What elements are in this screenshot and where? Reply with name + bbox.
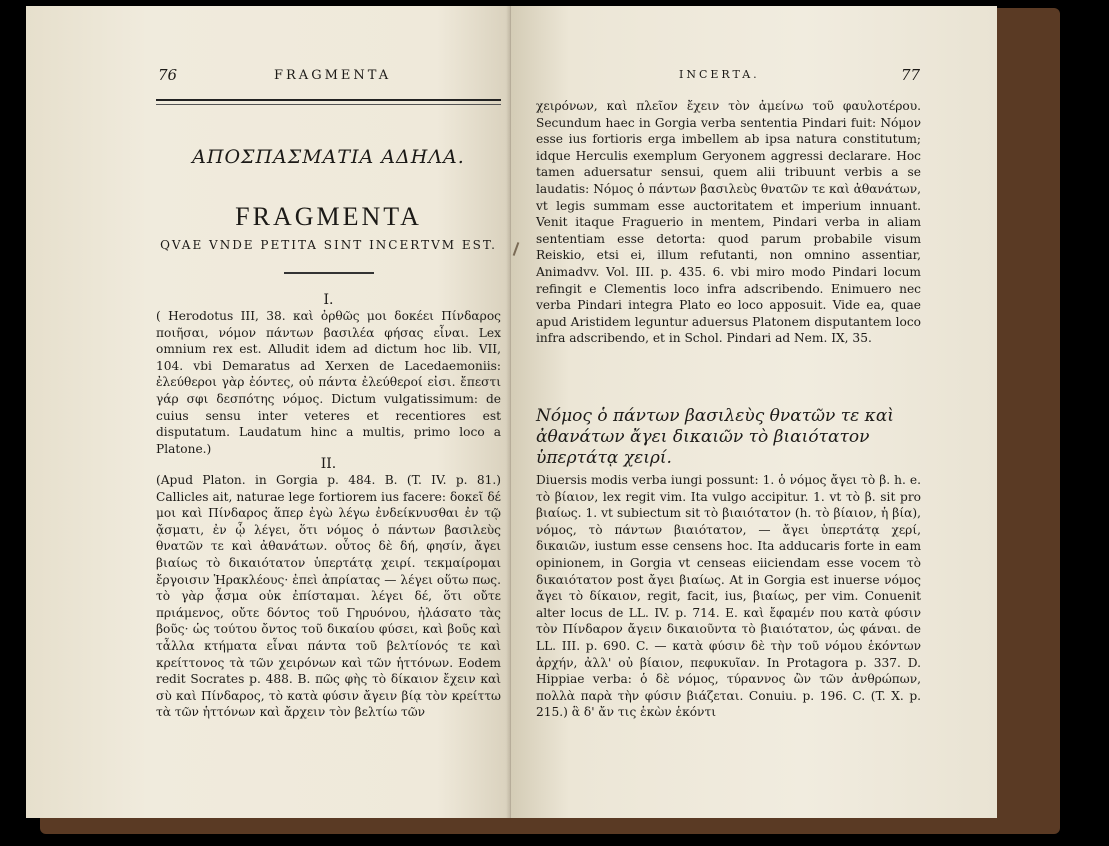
greek-title: ΑΠΟΣΠΑΣΜΑΤΙΑ ΑΔΗΛΑ. — [192, 146, 465, 168]
right-page — [511, 6, 997, 818]
left-page — [26, 6, 511, 818]
right-page-number: 77 — [901, 66, 921, 84]
title-divider — [284, 272, 374, 274]
sub-title: QVAE VNDE PETITA SINT INCERTVM EST. — [160, 238, 497, 252]
section-number-2: II. — [320, 456, 337, 472]
left-page-number: 76 — [158, 66, 178, 84]
main-title: FRAGMENTA — [235, 202, 422, 231]
section-text-2: (Apud Platon. in Gorgia p. 484. B. (T. IV. p. 81.) Callicles ait, naturae lege fortiorem ius facere: δοκεῖ δέ μοι καὶ Πίνδαρος ἅπερ ἐγὼ λέγω ἐνδείκνυσθαι ἐν τῷ ᾄσματι, ἐν ᾧ λέγει, ὅτι νόμος ὁ πάντων βασιλεὺς θνατῶν τε καὶ ἀθανάτων. οὗτος δὲ δή, φησίν, ἄγει βιαίως τὸ δικαιότατον ὑπερτάτᾳ χειρί. τεκμαίρομαι ἔργοισιν Ἡρακλέους· ἐπεὶ ἀπρίατας — λέγει οὕτω πως. τὸ γὰρ ᾆσμα οὐκ ἐπίσταμαι. λέγει δέ, ὅτι οὔτε πριάμενος, οὔτε δόντος τοῦ Γηρυόνου, ἠλάσατο τὰς βοῦς· ὡς τούτου ὄντος τοῦ δικαίου φύσει, καὶ βοῦς καὶ τἆλλα κτήματα εἶναι πάντα τοῦ βελτίονός τε καὶ κρείττονος τὰ τῶν χειρόνων καὶ τῶν ἡττόνων. Eodem redit Socrates p. 488. B. πῶς φὴς τὸ δίκαιον ἔχειν καὶ σὺ καὶ Πίνδαρος, τὸ κατὰ φύσιν ἄγειν βίᾳ τὸν κρείττω τὰ τῶν ἡττόνων καὶ ἄρχειν τὸν βελτίω τῶν — [156, 473, 501, 720]
header-rule — [156, 99, 501, 105]
pindar-quote: Νόμος ὁ πάντων βασιλεὺς θνατῶν τε καὶ ἀθανάτων ἄγει δικαιῶν τὸ βιαιότατον ὑπερτάτᾳ χειρί. — [536, 406, 894, 468]
margin-mark — [513, 242, 520, 256]
right-paragraph-1: χειρόνων, καὶ πλεῖον ἔχειν τὸν ἀμείνω τοῦ φαυλοτέρου. Secundum haec in Gorgia verba sententia Pindari fuit: Νόμον esse ius fortioris erga imbellem ab ipsa natura constitutum; idque Herculis exemplum Geryonem aggressi declarare. Hoc tamen aduersatur sensui, quem alii tribuunt verbis a se laudatis: Νόμος ὁ πάντων βασιλεὺς θνατῶν τε καὶ ἀθανάτων, vt legis summam esse auctoritatem et imperium innuant. Venit itaque Fraguerio in mentem, Pindari verba in aliam sententiam esse detorta: quod parum probabile visum Reiskio, etsi ei, illum refutanti, non omnino assentiar, Animadvv. Vol. III. p. 435. 6. vbi miro modo Pindari locum refingit e Clementis loco infra adscribendo. Enimuero nec verba Pindari integra Plato eo loco apposuit. Vide ea, quae apud Aristidem leguntur aduersus Platonem disputantem loco infra adscribendo, et in Schol. Pindari ad Nem. IX, 35. — [536, 99, 921, 346]
right-paragraph-2: Diuersis modis verba iungi possunt: 1. ὁ νόμος ἄγει τὸ β. h. e. τὸ βίαιον, lex regit vim. Ita vulgo accipitur. 1. vt τὸ β. sit pro βιαίως. 1. vt subiectum sit τὸ βιαιότατον (h. τὸ βίαιον, ἡ βία), νόμος, τὸ πάντων βιαιότατον, — ἄγει ὑπερτάτᾳ χερί, δικαιῶν, iustum esse censens hoc. Ita adducaris forte in eam opinionem, in Gorgia vt censeas eiiciendam esse vocem τὸ δικαιότατον post ἄγει βιαίως. At in Gorgia est inuerse νόμος ἄγει τὸ δίκαιον, regit, facit, ius, βιαίως, per vim. Conuenit alter locus de LL. IV. p. 714. E. καὶ ἔφαμέν που κατὰ φύσιν τὸν Πίνδαρον ἄγειν δικαιοῦντα τὸ βιαιότατον, ὡς φάναι. de LL. III. p. 690. C. — κατὰ φύσιν δὲ τὴν τοῦ νόμου ἑκόντων ἀρχήν, ἀλλ' οὐ βίαιον, πεφυκυῖαν. In Protagora p. 337. D. Hippiae verba: ὁ δὲ νόμος, τύραννος ὢν τῶν ἀνθρώπων, πολλὰ παρὰ τὴν φύσιν βιάζεται. Conuiu. p. 196. C. (T. X. p. 215.) ἃ δ' ἄν τις ἑκὼν ἑκόντι — [536, 473, 921, 720]
section-text-1: ( Herodotus III, 38. καὶ ὀρθῶς μοι δοκέει Πίνδαρος ποιῆσαι, νόμον πάντων βασιλέα φήσας εἶναι. Lex omnium rex est. Alludit idem ad dictum hoc lib. VII, 104. vbi Demaratus ad Xerxen de Lacedaemoniis: ἐλεύθεροι γὰρ ἐόντες, οὐ πάντα ἐλεύθεροί εἰσι. ἔπεστι γάρ σφι δεσπότης νόμος. Dictum vulgatissimum: de cuius sensu inter veteres et recentiores est disputatum. Laudatum hinc a multis, primo loco a Platone.) — [156, 309, 501, 456]
section-number-1: I. — [323, 292, 334, 308]
left-running-title: FRAGMENTA — [274, 68, 392, 83]
right-running-title: INCERTA. — [679, 68, 760, 81]
